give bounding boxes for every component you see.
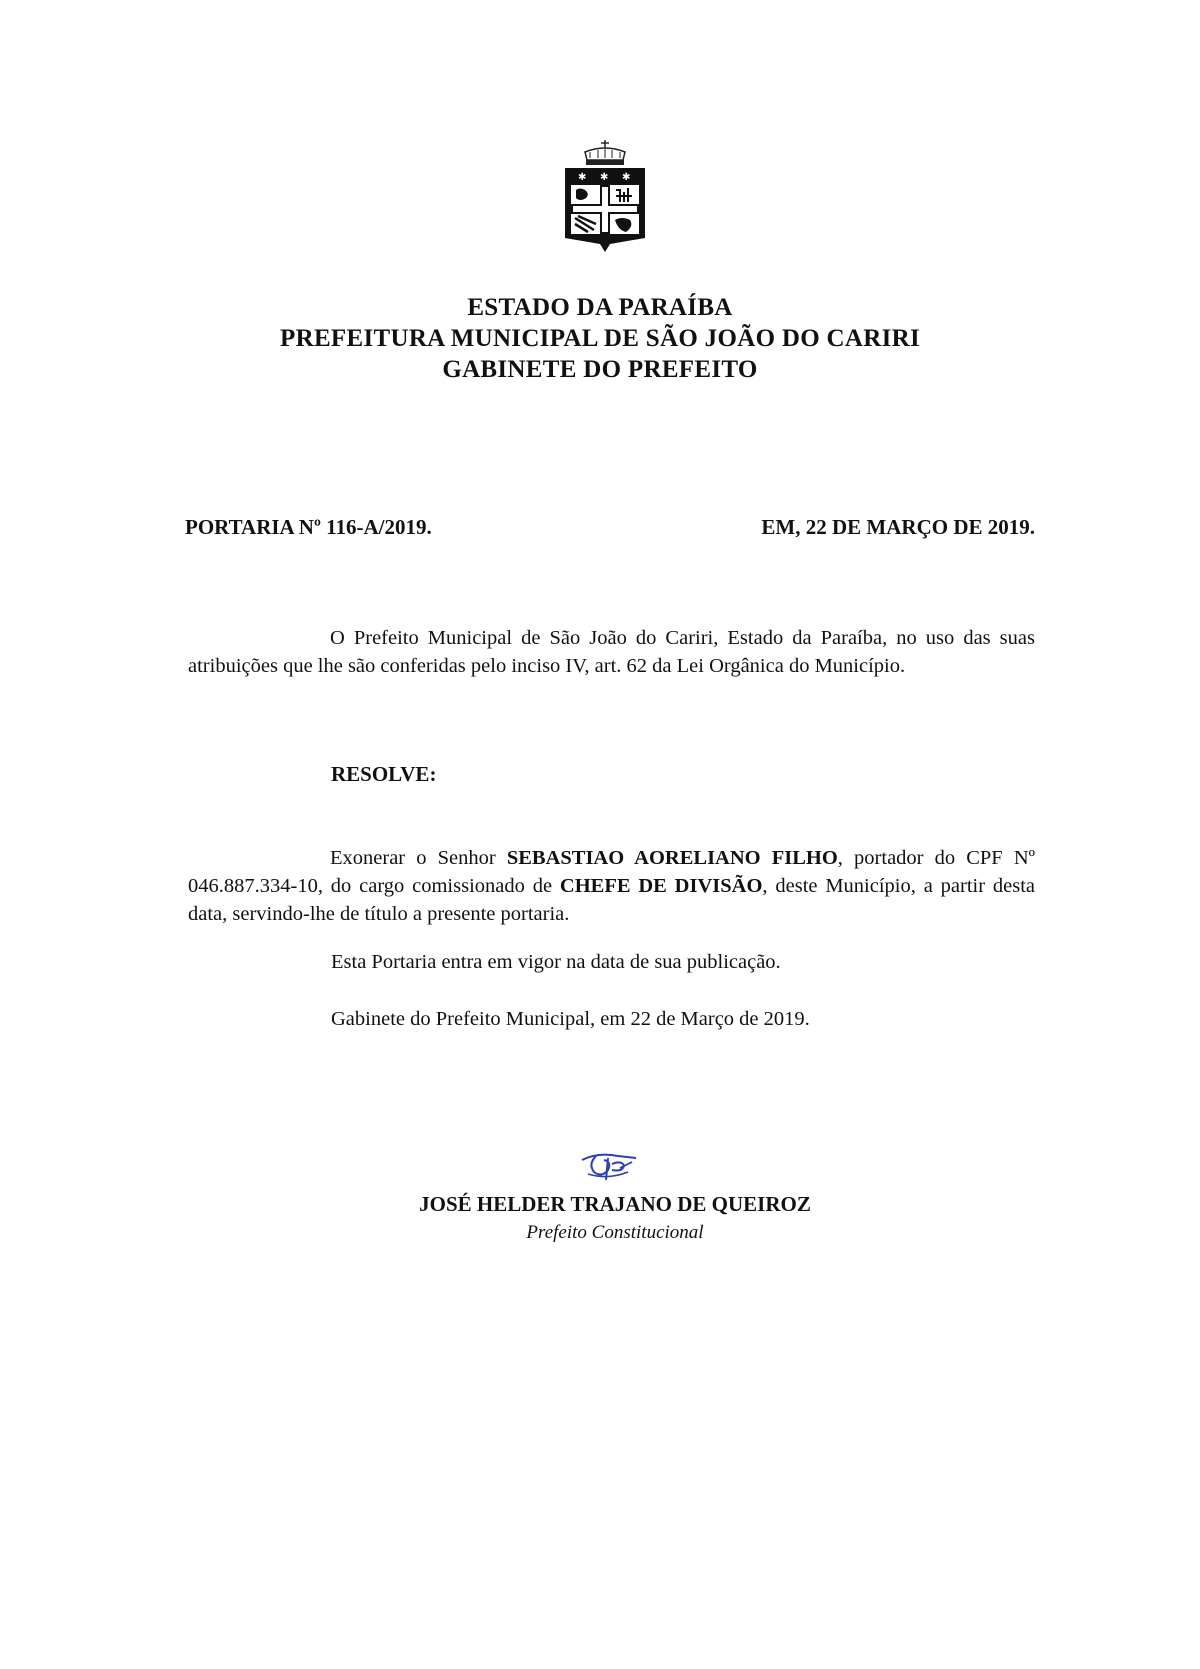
decision-paragraph (188, 844, 1035, 928)
decision-text-2: , portador do CPF Nº 046.887.334-10, do cargo comissionado de (188, 847, 1035, 897)
svg-text:✱: ✱ (600, 172, 609, 183)
signer-title: Prefeito Constitucional (526, 1222, 704, 1243)
header-state: ESTADO DA PARAÍBA (467, 294, 733, 321)
header-municipality: PREFEITURA MUNICIPAL DE SÃO JOÃO DO CARIRI (280, 325, 920, 352)
decision-text-3: , deste Município, a partir desta data, servindo-lhe de título a presente portaria. (188, 875, 1036, 925)
svg-text:✱: ✱ (622, 172, 631, 183)
effective-clause: Esta Portaria entra em vigor na data de sua publicação. (331, 951, 781, 973)
portaria-number: PORTARIA Nº 116-A/2019. (185, 515, 432, 539)
coat-of-arms-icon (560, 140, 650, 255)
intro-paragraph (188, 624, 1035, 680)
position-title: CHEFE DE DIVISÃO (559, 875, 763, 897)
decision-text-1: Exonerar o Senhor (330, 847, 507, 869)
signer-name: JOSÉ HELDER TRAJANO DE QUEIROZ (419, 1192, 811, 1216)
intro-text: O Prefeito Municipal de São João do Cariri, Estado da Paraíba, no uso das suas atribuições que lhe são conferidas pelo inciso IV, art. 62 da Lei Orgânica do Município. (188, 627, 1035, 677)
person-name: SEBASTIAO AORELIANO FILHO (506, 847, 838, 869)
portaria-date: EM, 22 DE MARÇO DE 2019. (761, 515, 1035, 539)
closing-line: Gabinete do Prefeito Municipal, em 22 de Março de 2019. (331, 1008, 810, 1030)
signature-icon (578, 1150, 640, 1184)
svg-text:✱: ✱ (578, 172, 587, 183)
header-office: GABINETE DO PREFEITO (442, 356, 758, 383)
resolve-label: RESOLVE: (331, 762, 437, 786)
document-header (0, 292, 1200, 385)
